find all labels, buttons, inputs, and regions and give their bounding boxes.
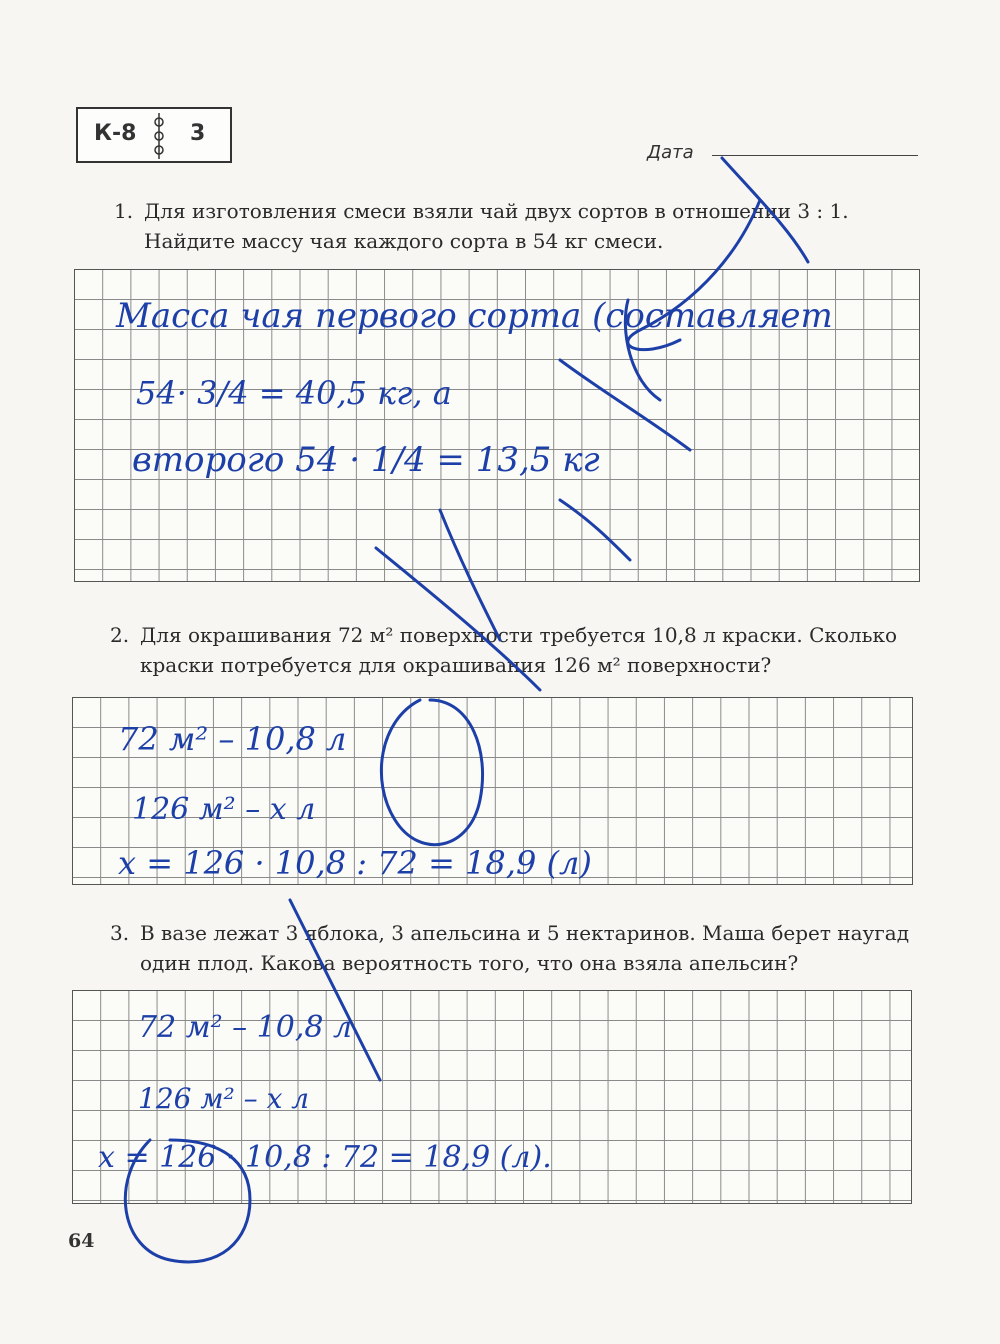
spiral-binding-icon xyxy=(152,113,166,159)
task-number: 1. xyxy=(114,199,134,223)
task-text: Для окрашивания 72 м² поверхности требуется 10,8 л краски. Сколько краски потребуется для окрашивания 126 м² поверхности? xyxy=(140,623,898,677)
task-text: В вазе лежат 3 яблока, 3 апельсина и 5 нектаринов. Маша берет наугад один плод. Какова вероятность того, что она взяла апельсин? xyxy=(140,921,910,975)
answer-line: Масса чая первого сорта (составляет xyxy=(116,296,833,336)
task-number: 2. xyxy=(110,623,130,647)
page-number: 64 xyxy=(68,1230,95,1252)
answer-line: второго 54 · 1/4 = 13,5 кг xyxy=(132,440,600,480)
answer-line: 126 м² – x л xyxy=(132,792,316,827)
task-text: Для изготовления смеси взяли чай двух сортов в отношении 3 : 1. Найдите массу чая каждого сорта в 54 кг смеси. xyxy=(144,199,849,253)
answer-line: 72 м² – 10,8 л xyxy=(138,1010,353,1045)
date-field[interactable] xyxy=(712,155,918,156)
answer-line: x = 126 · 10,8 : 72 = 18,9 (л). xyxy=(98,1140,552,1175)
task-number: 3. xyxy=(110,921,130,945)
answer-line: 72 м² – 10,8 л xyxy=(118,720,347,758)
variant-number: 3 xyxy=(190,121,206,146)
answer-line: x = 126 · 10,8 : 72 = 18,9 (л) xyxy=(118,844,592,882)
date-label: Дата xyxy=(647,142,694,163)
work-code-badge xyxy=(76,107,232,163)
answer-line: 54· 3/4 = 40,5 кг, а xyxy=(136,374,452,412)
answer-line: 126 м² – x л xyxy=(138,1082,310,1115)
work-code: К-8 xyxy=(94,121,137,146)
